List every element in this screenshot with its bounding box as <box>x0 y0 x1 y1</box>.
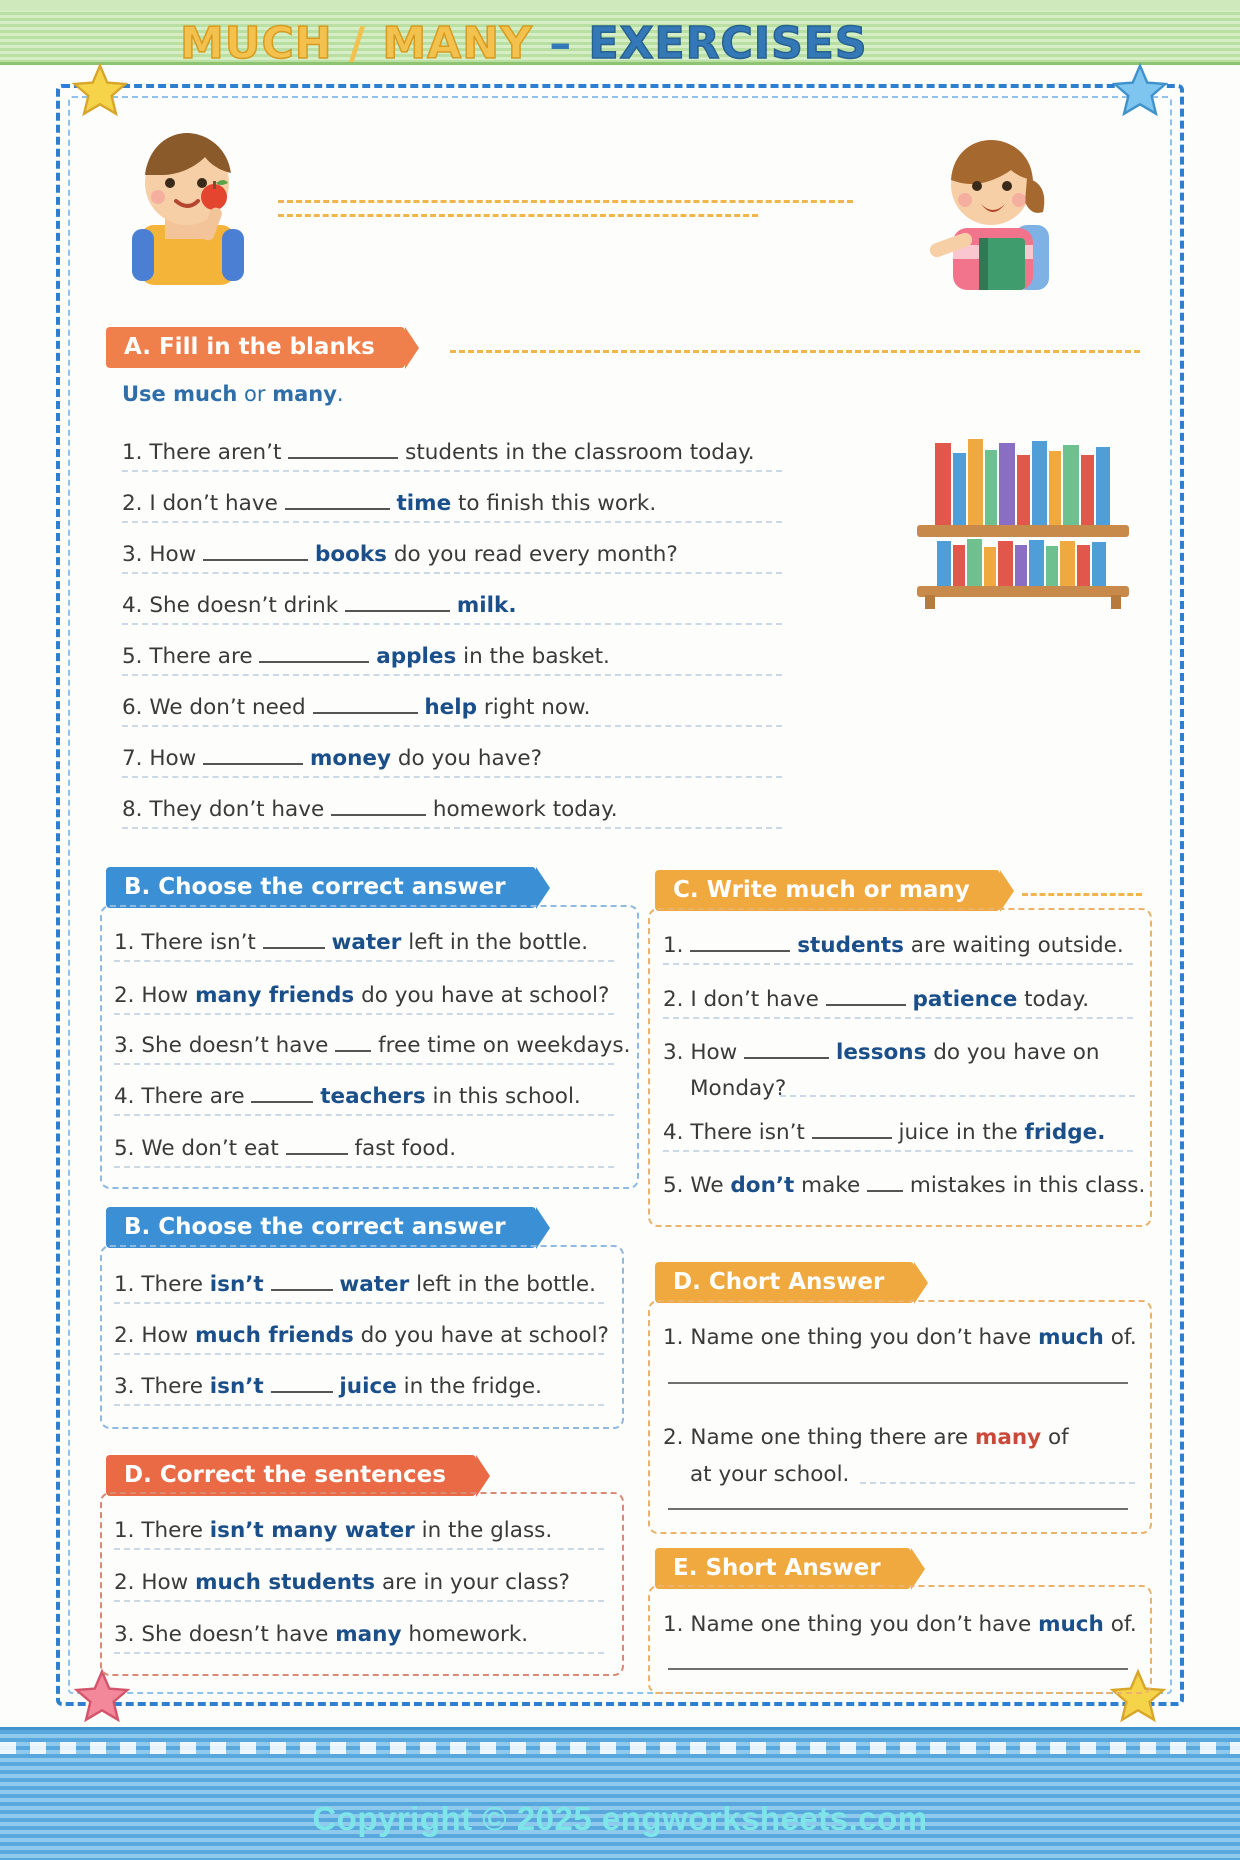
question-item: 3. How books do you read every month? <box>122 542 678 567</box>
title-much: MUCH <box>180 18 333 69</box>
answer-blank[interactable] <box>313 697 418 714</box>
section-a-rule <box>450 350 1140 353</box>
question-item: 1. There isn’t water left in the bottle. <box>114 930 589 955</box>
writing-guide-line <box>114 1652 604 1654</box>
writing-guide-line <box>114 1600 604 1602</box>
writing-guide-line <box>122 674 782 676</box>
bottom-band-dashes <box>0 1742 1240 1754</box>
question-item: 1. There isn’t many water in the glass. <box>114 1518 553 1543</box>
bottom-decorative-band <box>0 1727 1240 1860</box>
writing-guide-line <box>114 1548 604 1550</box>
answer-blank[interactable] <box>271 1376 333 1393</box>
question-item: 5. We don’t eat fast food. <box>114 1136 457 1161</box>
writing-guide-line <box>122 725 782 727</box>
question-item: 8. They don’t have homework today. <box>122 797 618 822</box>
writing-guide-line <box>663 1150 1133 1152</box>
section-c-heading: C. Write much or many <box>655 870 1000 911</box>
question-item-continuation: at your school. <box>690 1462 850 1487</box>
question-item: 1. There aren’t students in the classroom today. <box>122 440 755 465</box>
answer-blank[interactable] <box>203 748 303 765</box>
answer-blank[interactable] <box>331 799 426 816</box>
title-underline-2 <box>278 214 758 217</box>
writing-guide-line <box>860 1482 1135 1484</box>
writing-guide-line <box>114 1404 604 1406</box>
answer-blank[interactable] <box>826 989 906 1006</box>
question-item: 2. How many friends do you have at school? <box>114 983 610 1008</box>
section-a-heading: A. Fill in the blanks <box>106 327 405 368</box>
question-item: 5. There are apples in the basket. <box>122 644 610 669</box>
writing-guide-line <box>122 521 782 523</box>
star-top-right-icon <box>1110 62 1170 125</box>
star-top-left-icon <box>70 62 130 125</box>
answer-blank[interactable] <box>259 646 369 663</box>
question-item: 1. There isn’t water left in the bottle. <box>114 1272 596 1297</box>
answer-blank[interactable] <box>251 1086 313 1103</box>
answer-blank[interactable] <box>335 1035 371 1052</box>
question-item: 3. She doesn’t have many homework. <box>114 1622 529 1647</box>
writing-guide-line <box>122 776 782 778</box>
question-item: 3. How lessons do you have on <box>663 1040 1100 1065</box>
section-d-chort-heading: D. Chort Answer <box>655 1262 914 1303</box>
answer-blank[interactable] <box>867 1175 903 1192</box>
section-d-correct-heading: D. Correct the sentences <box>106 1455 476 1496</box>
writing-guide-line <box>114 1013 614 1015</box>
answer-blank[interactable] <box>288 442 398 459</box>
question-item: 2. I don’t have time to finish this work. <box>122 491 657 516</box>
title-exercises: EXERCISES <box>588 18 868 69</box>
question-item: 2. I don’t have patience today. <box>663 987 1090 1012</box>
title-underline <box>278 200 853 203</box>
question-item: 2. How much students are in your class? <box>114 1570 570 1595</box>
writing-guide-line <box>114 1353 604 1355</box>
answer-blank[interactable] <box>203 544 308 561</box>
question-item: 4. There isn’t juice in the fridge. <box>663 1120 1106 1145</box>
title-many: MANY <box>382 18 533 69</box>
answer-blank[interactable] <box>744 1042 829 1059</box>
section-a-instruction: Use much or many. <box>122 382 344 406</box>
question-item: 6. We don’t need help right now. <box>122 695 591 720</box>
page-title <box>180 18 868 69</box>
star-bottom-left-icon <box>72 1668 132 1731</box>
writing-guide-line <box>114 1302 604 1304</box>
bookshelf-illustration <box>905 425 1140 615</box>
copyright-text: Copyright © 2025 engworksheets.com <box>312 1800 928 1837</box>
question-item: 2. Name one thing there are many of <box>663 1425 1069 1450</box>
question-item: 1. Name one thing you don’t have much of. <box>663 1325 1137 1350</box>
answer-blank[interactable] <box>345 595 450 612</box>
answer-blank[interactable] <box>263 932 325 949</box>
question-item: 5. We don’t make mistakes in this class. <box>663 1173 1146 1198</box>
title-dash: – <box>532 18 589 69</box>
writing-guide-line <box>122 572 782 574</box>
section-e-heading: E. Short Answer <box>655 1548 911 1589</box>
section-b2-heading: B. Choose the correct answer <box>106 1207 536 1248</box>
title-slash: / <box>332 18 383 69</box>
answer-write-line[interactable] <box>668 1508 1128 1510</box>
writing-guide-line <box>663 1017 1133 1019</box>
writing-guide-line <box>122 827 782 829</box>
writing-guide-line <box>122 470 782 472</box>
writing-guide-line <box>663 963 1133 965</box>
writing-guide-line <box>114 1063 614 1065</box>
question-item: 3. There isn’t juice in the fridge. <box>114 1374 542 1399</box>
answer-write-line[interactable] <box>668 1668 1128 1670</box>
answer-blank[interactable] <box>812 1122 892 1139</box>
question-item-continuation: Monday? <box>690 1076 787 1101</box>
answer-blank[interactable] <box>271 1274 333 1291</box>
answer-blank[interactable] <box>285 493 390 510</box>
question-item: 1. Name one thing you don’t have much of. <box>663 1612 1137 1637</box>
section-b1-heading: B. Choose the correct answer <box>106 867 536 908</box>
answer-blank[interactable] <box>286 1138 348 1155</box>
writing-guide-line <box>780 1095 1135 1097</box>
section-c-rule <box>1022 893 1142 896</box>
writing-guide-line <box>114 960 614 962</box>
writing-guide-line <box>114 1166 614 1168</box>
section-e-box <box>648 1585 1152 1694</box>
answer-write-line[interactable] <box>668 1382 1128 1384</box>
writing-guide-line <box>122 623 782 625</box>
question-item: 2. How much friends do you have at school? <box>114 1323 609 1348</box>
question-item: 3. She doesn’t have free time on weekdays. <box>114 1033 631 1058</box>
question-item: 7. How money do you have? <box>122 746 543 771</box>
girl-with-book-illustration <box>915 130 1095 300</box>
boy-eating-apple-illustration <box>110 125 270 295</box>
writing-guide-line <box>114 1114 614 1116</box>
question-item: 4. She doesn’t drink milk. <box>122 593 517 618</box>
question-item: 1. students are waiting outside. <box>663 933 1124 958</box>
answer-blank[interactable] <box>690 935 790 952</box>
question-item: 4. There are teachers in this school. <box>114 1084 581 1109</box>
